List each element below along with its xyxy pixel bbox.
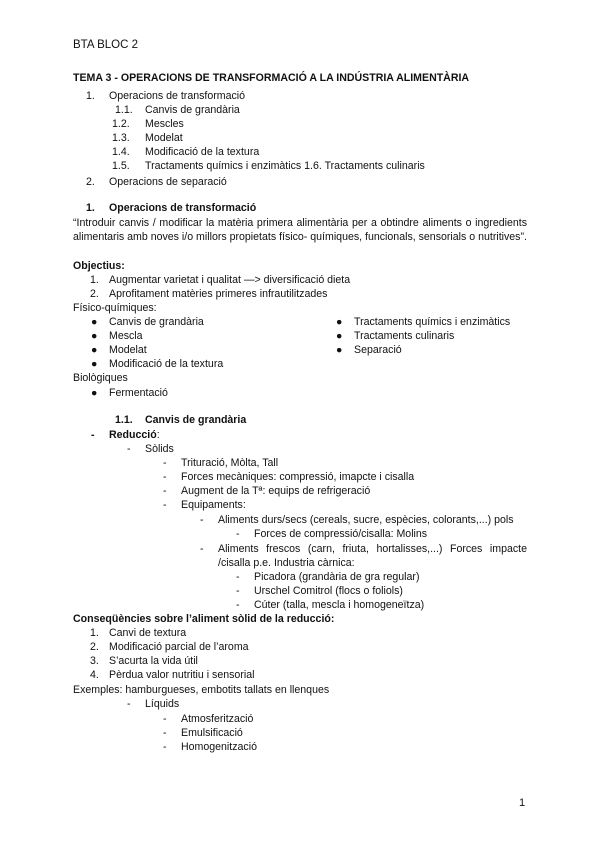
objectives-label: Objectius: [73, 260, 125, 272]
list-item: Augmentar varietat i qualitat —> diversificació dieta [109, 274, 351, 286]
section-number: 1. [86, 202, 95, 214]
biological-label: Biològiques [73, 372, 128, 384]
list-item: Homogenització [181, 741, 257, 753]
list-item: Aliments frescos (carn, friuta, hortalisses,...) Forces impacte /cisalla p.e. Industria càrnica: [218, 543, 527, 569]
list-number: 2. [90, 641, 99, 653]
list-item: Canvis de grandària [109, 316, 204, 328]
subsection-heading: Canvis de grandària [145, 414, 247, 426]
list-number: 1. [90, 274, 99, 286]
list-item: Equipaments: [181, 499, 246, 511]
list-item: Modificació de la textura [109, 358, 224, 370]
toc-number: 1.5. [112, 160, 130, 172]
section-heading: Operacions de transformació [109, 202, 257, 214]
list-item: Separació [354, 344, 402, 356]
list-item: Mescla [109, 330, 143, 342]
toc-item: Modificació de la textura [145, 146, 260, 158]
list-item: Atmosferització [181, 713, 254, 725]
examples-text: Exemples: hamburgueses, embotits tallats en llenques [73, 684, 330, 696]
toc-number: 1.3. [112, 132, 130, 144]
list-item: Urschel Comitrol (flocs o foliols) [254, 585, 403, 597]
dash-icon: - [163, 457, 167, 469]
list-item: Cúter (talla, mescla i homogeneïtza) [254, 599, 425, 611]
toc-item: Mescles [145, 118, 184, 130]
toc-item: Canvis de grandària [145, 104, 240, 116]
toc-number: 1. [86, 90, 95, 102]
dash-icon: - [236, 599, 240, 611]
list-item: Forces mecàniques: compressió, imapcte i cisalla [181, 471, 415, 483]
dash-icon: - [236, 585, 240, 597]
list-number: 4. [90, 669, 99, 681]
bullet-icon: ● [91, 330, 98, 342]
solids-label: Sòlids [145, 443, 174, 455]
dash-icon: - [127, 443, 131, 455]
dash-icon: - [236, 528, 240, 540]
toc-item: Tractaments químics i enzimàtics 1.6. Tractaments culinaris [145, 160, 425, 172]
toc-number: 1.1. [115, 104, 133, 116]
dash-icon: - [163, 499, 167, 511]
list-item: S’acurta la vida útil [109, 655, 198, 667]
list-item: Aprofitament matèries primeres infrautilitzades [109, 288, 328, 300]
list-item: Modificació parcial de l’aroma [109, 641, 249, 653]
dash-icon: - [163, 485, 167, 497]
definition-quote: “Introduir canvis / modificar la matèria primera alimentària per a obtindre aliments o ingredients alimentaris amb noves i/o millors propietats físico- químiques, funcionals, sensorials o nutritives”. [73, 217, 527, 243]
consequences-heading: Conseqüències sobre l’aliment sòlid de la reducció: [73, 613, 335, 625]
dash-icon: - [163, 727, 167, 739]
list-item: Aliments durs/secs (cereals, sucre, espècies, colorants,...) pols [218, 514, 514, 526]
list-number: 1. [90, 627, 99, 639]
bullet-icon: ● [91, 344, 98, 356]
reduction-label: Reducció: [109, 429, 160, 441]
dash-icon: - [91, 429, 95, 441]
bullet-icon: ● [336, 316, 343, 328]
bullet-icon: ● [91, 316, 98, 328]
toc-number: 1.2. [112, 118, 130, 130]
bullet-icon: ● [91, 387, 98, 399]
list-item: Picadora (grandària de gra regular) [254, 571, 420, 583]
page-number: 1 [519, 797, 526, 809]
dash-icon: - [200, 514, 204, 526]
bullet-icon: ● [336, 330, 343, 342]
bullet-icon: ● [91, 358, 98, 370]
dash-icon: - [236, 571, 240, 583]
toc-item: Modelat [145, 132, 183, 144]
dash-icon: - [163, 713, 167, 725]
list-item: Fermentació [109, 387, 168, 399]
list-number: 3. [90, 655, 99, 667]
toc-item: Operacions de separació [109, 176, 227, 188]
toc-item: Operacions de transformació [109, 90, 246, 102]
list-item: Augment de la Tª: equips de refrigeració [181, 485, 371, 497]
document-title: TEMA 3 - OPERACIONS DE TRANSFORMACIÓ A LA INDÚSTRIA ALIMENTÀRIA [73, 72, 470, 84]
list-item: Pèrdua valor nutritiu i sensorial [109, 669, 255, 681]
list-item: Tractaments culinaris [354, 330, 455, 342]
dash-icon: - [163, 741, 167, 753]
list-item: Emulsificació [181, 727, 243, 739]
toc-number: 1.4. [112, 146, 130, 158]
bullet-icon: ● [336, 344, 343, 356]
list-item: Modelat [109, 344, 147, 356]
physicochemical-label: Físico-químiques: [73, 302, 157, 314]
dash-icon: - [200, 543, 204, 555]
list-item: Canvi de textura [109, 627, 187, 639]
liquids-label: Líquids [145, 698, 180, 710]
list-item: Trituració, Mòlta, Tall [181, 457, 279, 469]
list-item: Forces de compressió/cisalla: Molins [254, 528, 428, 540]
list-number: 2. [90, 288, 99, 300]
page-header: BTA BLOC 2 [73, 39, 138, 51]
toc-number: 2. [86, 176, 95, 188]
subsection-number: 1.1. [115, 414, 133, 426]
dash-icon: - [163, 471, 167, 483]
list-item: Tractaments químics i enzimàtics [354, 316, 511, 328]
dash-icon: - [127, 698, 131, 710]
reduction-term: Reducció [109, 429, 157, 441]
